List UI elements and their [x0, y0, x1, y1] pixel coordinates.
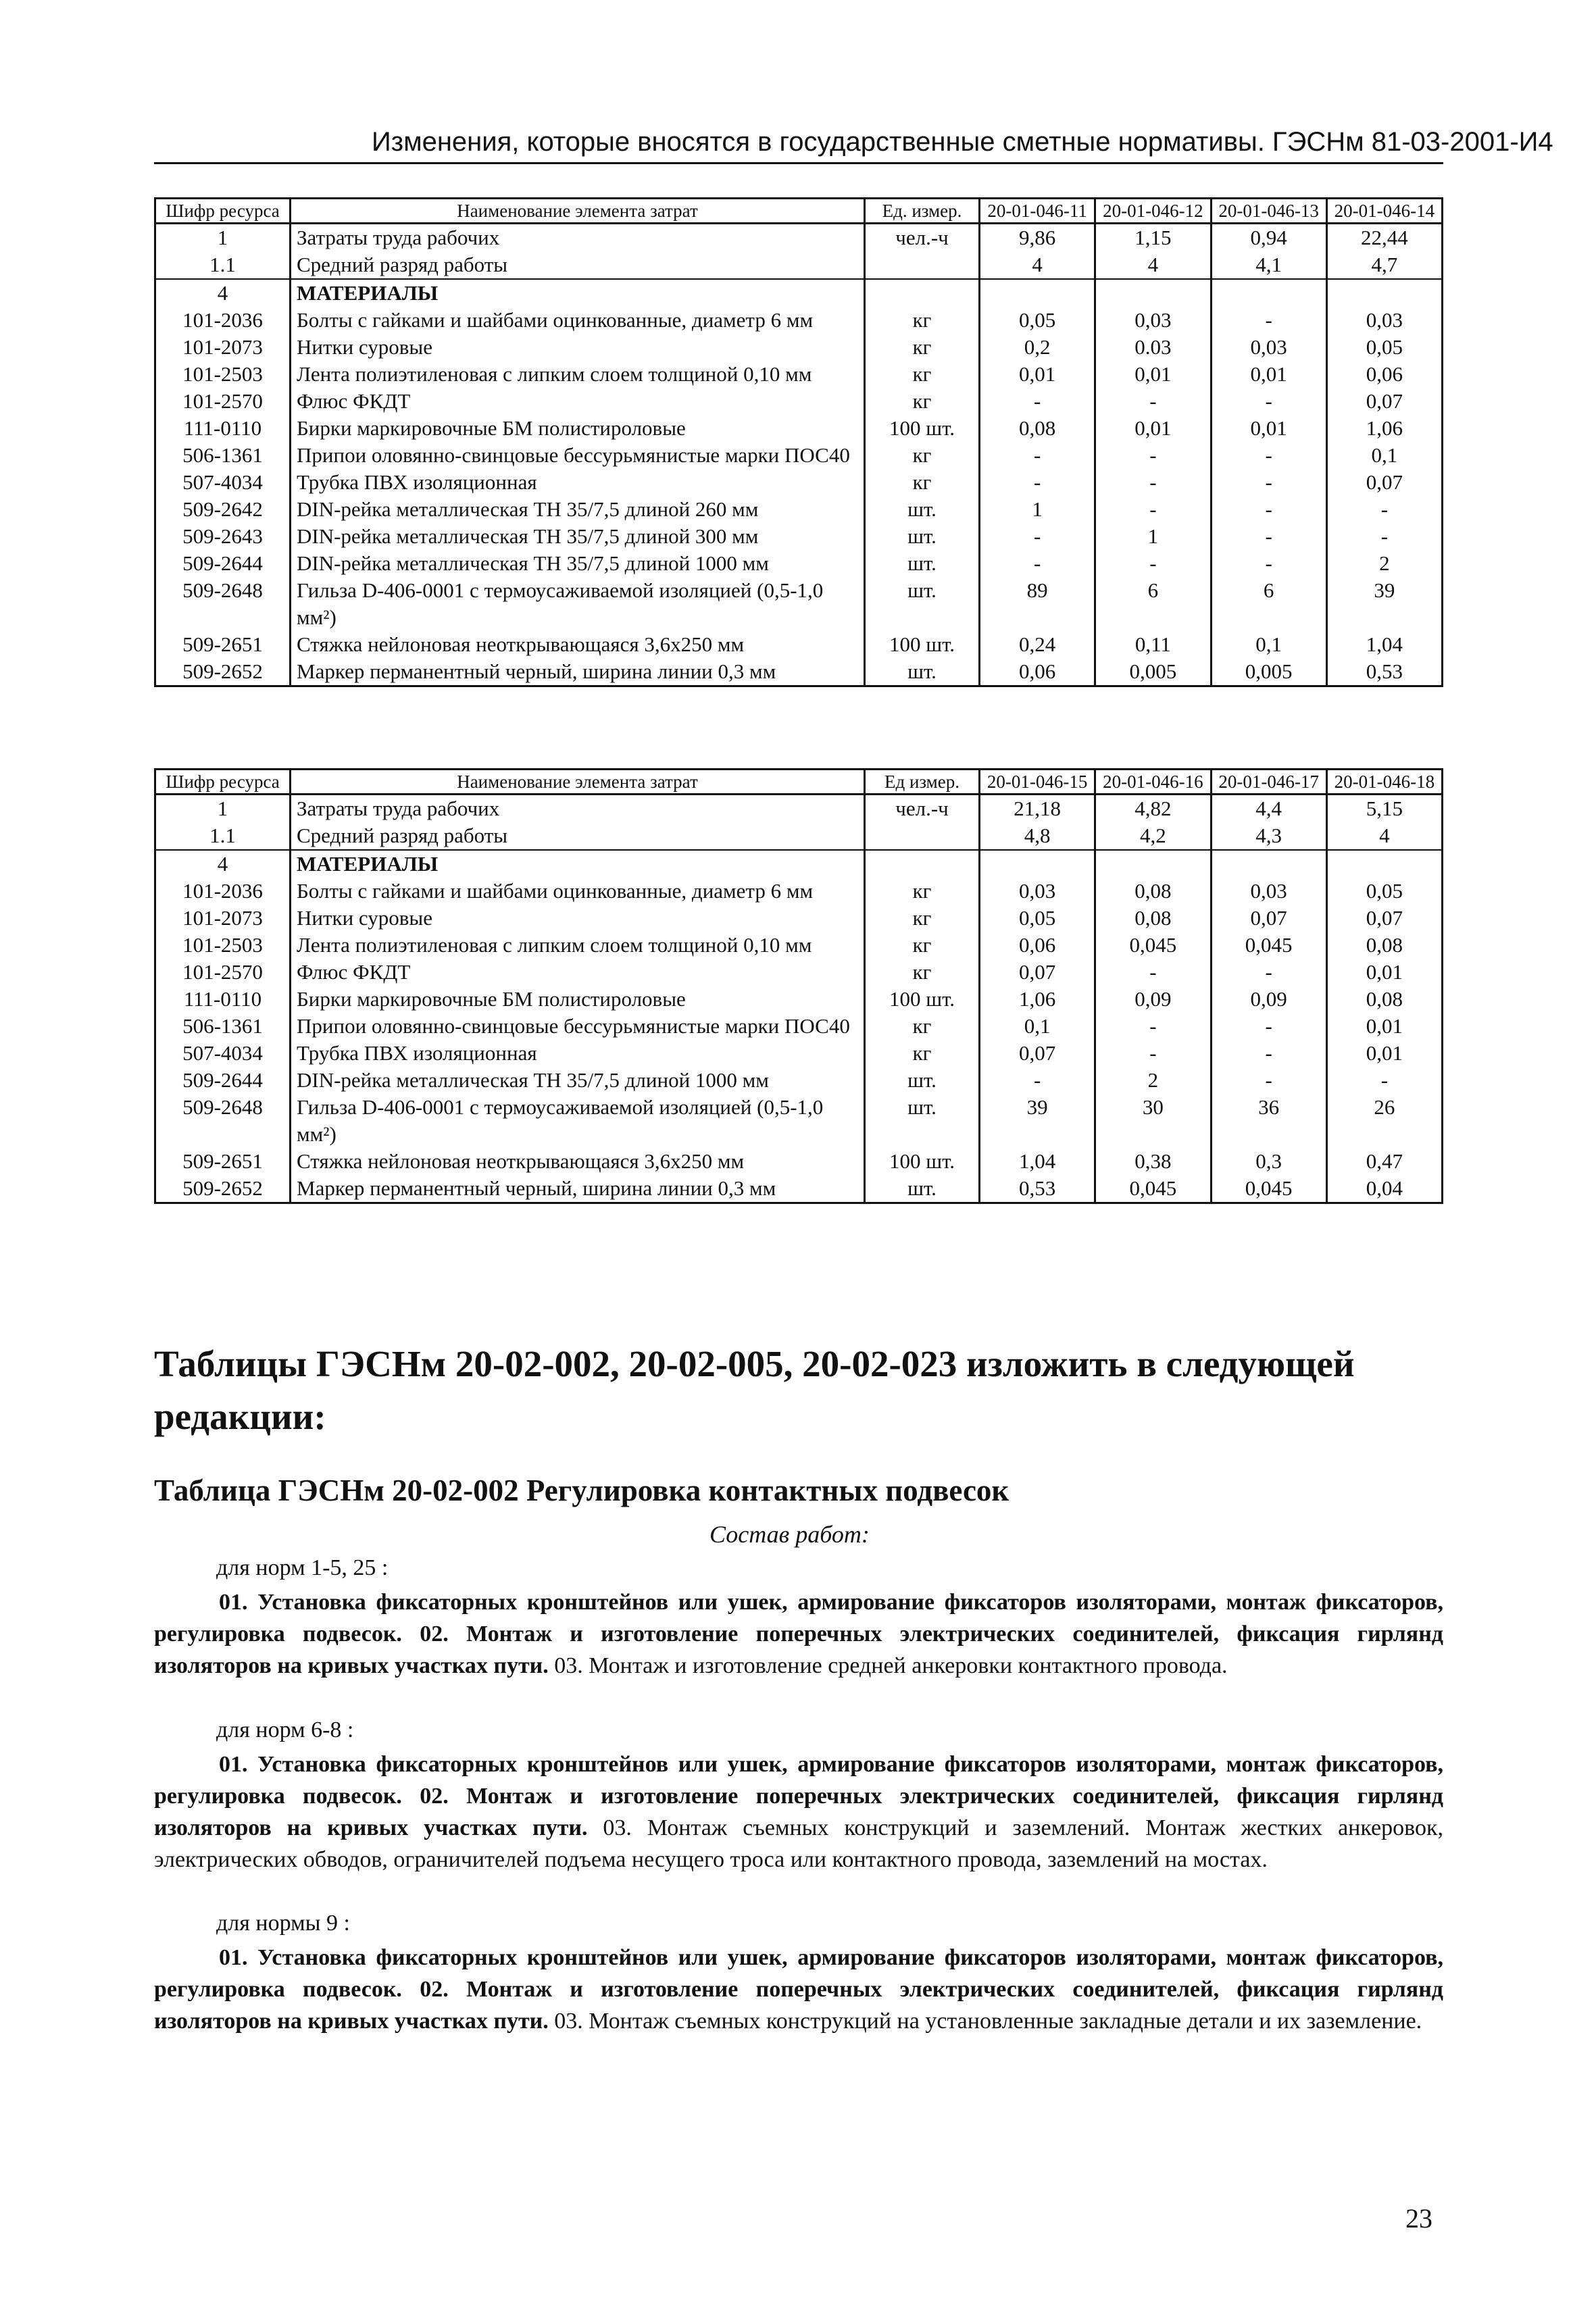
col-header: 20-01-046-12 — [1095, 199, 1211, 224]
value-cell: 0,3 — [1211, 1148, 1326, 1175]
value-cell: 0,09 — [1211, 986, 1326, 1013]
value-cell: 0,1 — [1211, 631, 1326, 658]
value-cell: 1,06 — [1326, 415, 1442, 442]
cost-element-cell: Бирки маркировочные БМ полистироловые — [291, 415, 865, 442]
value-cell — [1211, 279, 1326, 307]
resource-code-cell: 101-2036 — [155, 307, 291, 334]
resource-code-cell: 111-0110 — [155, 415, 291, 442]
value-cell: 21,18 — [980, 795, 1095, 823]
norm-paragraph — [154, 1942, 1443, 2037]
unit-cell: 100 шт. — [865, 631, 980, 658]
value-cell: 36 — [1211, 1094, 1326, 1148]
table-row — [155, 932, 1443, 959]
value-cell: 0,07 — [1326, 469, 1442, 496]
table-row — [155, 496, 1443, 523]
value-cell: 0,06 — [980, 932, 1095, 959]
value-cell: 0,1 — [980, 1013, 1095, 1040]
cost-element-cell: Лента полиэтиленовая с липким слоем толщиной 0,10 мм — [291, 932, 865, 959]
value-cell: - — [1095, 959, 1211, 986]
value-cell: 0,045 — [1095, 1175, 1211, 1203]
value-cell: 0,03 — [1211, 334, 1326, 361]
value-cell: 0,07 — [1211, 905, 1326, 932]
table-row — [155, 1148, 1443, 1175]
value-cell: 0,05 — [1326, 334, 1442, 361]
unit-cell: кг — [865, 932, 980, 959]
table-row — [155, 334, 1443, 361]
norm-text: 03. Монтаж съемных конструкций на установленные закладные детали и их заземление. — [548, 2009, 1422, 2034]
value-cell: 0,01 — [980, 361, 1095, 388]
value-cell: 0,05 — [1326, 878, 1442, 905]
unit-cell: шт. — [865, 1175, 980, 1203]
value-cell: 0,01 — [1211, 415, 1326, 442]
table-row — [155, 415, 1443, 442]
value-cell: 0,38 — [1095, 1148, 1211, 1175]
value-cell: 0,1 — [1326, 442, 1442, 469]
value-cell — [1095, 279, 1211, 307]
resource-code-cell: 1 — [155, 795, 291, 823]
unit-cell — [865, 279, 980, 307]
value-cell: 4,82 — [1095, 795, 1211, 823]
value-cell: 1,15 — [1095, 224, 1211, 252]
norm-text: 03. Монтаж съемных конструкций и заземлений. Монтаж жестких анкеровок, электрических обводов, ограничителей подъема несущего троса или контактного провода, заземлений на мостах. — [154, 1815, 1443, 1872]
value-cell: 0,07 — [980, 959, 1095, 986]
value-cell: 0,005 — [1095, 658, 1211, 686]
table-row — [155, 795, 1443, 823]
table-row — [155, 905, 1443, 932]
value-cell — [1095, 850, 1211, 878]
value-cell: 4 — [1326, 822, 1442, 850]
value-cell: - — [980, 469, 1095, 496]
value-cell: 0,045 — [1211, 1175, 1326, 1203]
resource-code-cell: 506-1361 — [155, 1013, 291, 1040]
unit-cell: 100 шт. — [865, 415, 980, 442]
unit-cell: шт. — [865, 523, 980, 550]
resource-code-cell: 101-2036 — [155, 878, 291, 905]
value-cell: - — [1326, 523, 1442, 550]
resource-code-cell: 1.1 — [155, 251, 291, 279]
value-cell: 39 — [980, 1094, 1095, 1148]
table-header-row — [155, 770, 1443, 795]
unit-cell: шт. — [865, 496, 980, 523]
col-header: 20-01-046-13 — [1211, 199, 1326, 224]
value-cell: - — [1211, 388, 1326, 415]
resource-code-cell: 111-0110 — [155, 986, 291, 1013]
value-cell: - — [1211, 523, 1326, 550]
value-cell: - — [1095, 550, 1211, 577]
value-cell: 0,01 — [1326, 1040, 1442, 1067]
unit-cell: кг — [865, 959, 980, 986]
table-row — [155, 1013, 1443, 1040]
value-cell: 30 — [1095, 1094, 1211, 1148]
resource-code-cell: 4 — [155, 279, 291, 307]
value-cell: 5,15 — [1326, 795, 1442, 823]
value-cell: 0,03 — [1095, 307, 1211, 334]
cost-element-cell: Трубка ПВХ изоляционная — [291, 1040, 865, 1067]
value-cell: - — [1095, 469, 1211, 496]
resource-code-cell: 509-2644 — [155, 1067, 291, 1094]
value-cell: - — [1211, 469, 1326, 496]
resource-code-cell: 509-2648 — [155, 1094, 291, 1148]
unit-cell: шт. — [865, 577, 980, 631]
table-body — [155, 795, 1443, 1203]
unit-cell: кг — [865, 469, 980, 496]
col-header: Наименование элемента затрат — [291, 199, 865, 224]
unit-cell: 100 шт. — [865, 1148, 980, 1175]
value-cell: - — [1211, 550, 1326, 577]
table-body — [155, 224, 1443, 686]
table-row — [155, 878, 1443, 905]
resource-code-cell: 509-2651 — [155, 631, 291, 658]
value-cell: 0,045 — [1211, 932, 1326, 959]
cost-element-cell: Маркер перманентный черный, ширина линии 0,3 мм — [291, 658, 865, 686]
value-cell: 1 — [980, 496, 1095, 523]
value-cell: 0,2 — [980, 334, 1095, 361]
norm-bold-text: 01. Установка фиксаторных кронштейнов или ушек, армирование фиксаторов изоляторами, монтаж фиксаторов, регулировка подвесок. 02. Монтаж и изготовление поперечных электрических соединителей, фиксация гирлянд изоляторов на кривых участках пути. — [154, 1945, 1443, 2034]
value-cell: - — [1095, 388, 1211, 415]
value-cell — [1326, 850, 1442, 878]
table-row — [155, 822, 1443, 850]
cost-element-cell: Болты с гайками и шайбами оцинкованные, диаметр 6 мм — [291, 307, 865, 334]
value-cell: 1,06 — [980, 986, 1095, 1013]
value-cell: 0,05 — [980, 905, 1095, 932]
cost-element-cell: Маркер перманентный черный, ширина линии 0,3 мм — [291, 1175, 865, 1203]
value-cell: - — [1211, 1040, 1326, 1067]
composition-label: Состав работ: — [709, 1521, 870, 1548]
resource-table-2 — [154, 768, 1443, 1204]
table-row — [155, 1094, 1443, 1148]
table-row — [155, 959, 1443, 986]
cost-element-cell: Трубка ПВХ изоляционная — [291, 469, 865, 496]
cost-element-cell: DIN-рейка металлическая ТН 35/7,5 длиной 260 мм — [291, 496, 865, 523]
value-cell: 0,01 — [1095, 361, 1211, 388]
cost-element-cell: Затраты труда рабочих — [291, 224, 865, 252]
unit-cell: 100 шт. — [865, 986, 980, 1013]
norm-text: 03. Монтаж и изготовление средней анкеровки контактного провода. — [548, 1653, 1228, 1678]
unit-cell: шт. — [865, 1094, 980, 1148]
cost-element-cell: Припои оловянно-свинцовые бессурьмянистые марки ПОС40 — [291, 442, 865, 469]
value-cell: 0,005 — [1211, 658, 1326, 686]
table-row — [155, 1040, 1443, 1067]
cost-element-cell: Средний разряд работы — [291, 251, 865, 279]
table-title: Таблица ГЭСНм 20-02-002 Регулировка контактных подвесок — [154, 1474, 1009, 1507]
unit-cell: кг — [865, 388, 980, 415]
value-cell: 0,01 — [1211, 361, 1326, 388]
col-header: Шифр ресурса — [155, 770, 291, 795]
resource-code-cell: 506-1361 — [155, 442, 291, 469]
resource-code-cell: 1.1 — [155, 822, 291, 850]
value-cell: 1 — [1095, 523, 1211, 550]
unit-cell — [865, 850, 980, 878]
col-header: 20-01-046-15 — [980, 770, 1095, 795]
resource-code-cell: 101-2570 — [155, 959, 291, 986]
value-cell — [980, 279, 1095, 307]
norm-label: для нормы 9 : — [216, 1911, 350, 1936]
unit-cell: шт. — [865, 1067, 980, 1094]
value-cell: 89 — [980, 577, 1095, 631]
value-cell: - — [1211, 442, 1326, 469]
resource-code-cell: 509-2651 — [155, 1148, 291, 1175]
value-cell: - — [1211, 1013, 1326, 1040]
unit-cell: чел.-ч — [865, 795, 980, 823]
value-cell: 4,2 — [1095, 822, 1211, 850]
resource-code-cell: 4 — [155, 850, 291, 878]
unit-cell: шт. — [865, 550, 980, 577]
cost-element-cell: Флюс ФКДТ — [291, 959, 865, 986]
resource-code-cell: 101-2503 — [155, 932, 291, 959]
value-cell: 2 — [1095, 1067, 1211, 1094]
norm-bold-text: 01. Установка фиксаторных кронштейнов или ушек, армирование фиксаторов изоляторами, монтаж фиксаторов, регулировка подвесок. 02. Монтаж и изготовление поперечных электрических соединителей, фиксация гирлянд изоляторов на кривых участках пути. — [154, 1752, 1443, 1840]
value-cell: - — [980, 523, 1095, 550]
value-cell: 0,07 — [980, 1040, 1095, 1067]
table-row — [155, 523, 1443, 550]
value-cell: - — [1326, 1067, 1442, 1094]
table-row — [155, 577, 1443, 631]
unit-cell: кг — [865, 442, 980, 469]
value-cell: 0,06 — [980, 658, 1095, 686]
col-header: 20-01-046-14 — [1326, 199, 1442, 224]
value-cell: 0,53 — [1326, 658, 1442, 686]
resource-code-cell: 101-2073 — [155, 334, 291, 361]
resource-code-cell: 1 — [155, 224, 291, 252]
col-header: Ед измер. — [865, 770, 980, 795]
value-cell: 0,03 — [1326, 307, 1442, 334]
value-cell: 0,53 — [980, 1175, 1095, 1203]
resource-code-cell: 101-2503 — [155, 361, 291, 388]
value-cell: 0,08 — [1326, 932, 1442, 959]
value-cell: - — [1095, 1040, 1211, 1067]
page-number: 23 — [1405, 2203, 1432, 2234]
resource-table-1 — [154, 197, 1443, 687]
value-cell: 4,3 — [1211, 822, 1326, 850]
norm-paragraph — [154, 1586, 1443, 1682]
value-cell: 0,07 — [1326, 388, 1442, 415]
value-cell: 0,01 — [1095, 415, 1211, 442]
page-header: Изменения, которые вносятся в государственные сметные нормативы. ГЭСНм 81-03-2001-И4 — [372, 127, 1553, 157]
value-cell: 4 — [1095, 251, 1211, 279]
cost-element-cell: Затраты труда рабочих — [291, 795, 865, 823]
resource-code-cell: 507-4034 — [155, 469, 291, 496]
table-row — [155, 307, 1443, 334]
value-cell: 0,08 — [980, 415, 1095, 442]
value-cell: 0,07 — [1326, 905, 1442, 932]
col-header: 20-01-046-17 — [1211, 770, 1326, 795]
table-row — [155, 388, 1443, 415]
header-rule — [154, 162, 1443, 164]
value-cell: 0,045 — [1095, 932, 1211, 959]
value-cell: 0,03 — [1211, 878, 1326, 905]
value-cell: - — [1095, 496, 1211, 523]
unit-cell — [865, 822, 980, 850]
value-cell: 0,08 — [1095, 878, 1211, 905]
resource-code-cell: 509-2652 — [155, 1175, 291, 1203]
norm-label: для норм 6-8 : — [216, 1717, 354, 1742]
value-cell: 0,08 — [1095, 905, 1211, 932]
cost-element-cell: Гильза D-406-0001 с термоусаживаемой изоляцией (0,5-1,0 мм²) — [291, 577, 865, 631]
value-cell: 2 — [1326, 550, 1442, 577]
value-cell: - — [1211, 959, 1326, 986]
cost-element-cell: DIN-рейка металлическая ТН 35/7,5 длиной 1000 мм — [291, 550, 865, 577]
value-cell: - — [980, 1067, 1095, 1094]
table-row — [155, 251, 1443, 279]
cost-element-cell: Припои оловянно-свинцовые бессурьмянистые марки ПОС40 — [291, 1013, 865, 1040]
table-row — [155, 442, 1443, 469]
value-cell: 4,8 — [980, 822, 1095, 850]
table-row — [155, 1175, 1443, 1203]
value-cell: 0,04 — [1326, 1175, 1442, 1203]
cost-element-cell: Нитки суровые — [291, 334, 865, 361]
table-row — [155, 1067, 1443, 1094]
resource-code-cell: 101-2073 — [155, 905, 291, 932]
value-cell — [1326, 279, 1442, 307]
value-cell: 22,44 — [1326, 224, 1442, 252]
norm-paragraph — [154, 1749, 1443, 1876]
value-cell — [1211, 850, 1326, 878]
value-cell: 4,1 — [1211, 251, 1326, 279]
value-cell: 0,09 — [1095, 986, 1211, 1013]
value-cell: 0,08 — [1326, 986, 1442, 1013]
resource-code-cell: 509-2644 — [155, 550, 291, 577]
value-cell: 26 — [1326, 1094, 1442, 1148]
unit-cell: кг — [865, 1013, 980, 1040]
table-row — [155, 224, 1443, 252]
table-row — [155, 986, 1443, 1013]
value-cell: 0,24 — [980, 631, 1095, 658]
unit-cell: чел.-ч — [865, 224, 980, 252]
cost-element-cell: DIN-рейка металлическая ТН 35/7,5 длиной 300 мм — [291, 523, 865, 550]
value-cell: - — [1095, 1013, 1211, 1040]
value-cell: 1,04 — [1326, 631, 1442, 658]
value-cell: 0,05 — [980, 307, 1095, 334]
value-cell: - — [1211, 1067, 1326, 1094]
unit-cell: кг — [865, 878, 980, 905]
col-header: Наименование элемента затрат — [291, 770, 865, 795]
value-cell: 4 — [980, 251, 1095, 279]
unit-cell — [865, 251, 980, 279]
col-header: Шифр ресурса — [155, 199, 291, 224]
value-cell: 6 — [1095, 577, 1211, 631]
unit-cell: кг — [865, 361, 980, 388]
unit-cell: кг — [865, 1040, 980, 1067]
cost-element-cell: DIN-рейка металлическая ТН 35/7,5 длиной 1000 мм — [291, 1067, 865, 1094]
col-header: 20-01-046-11 — [980, 199, 1095, 224]
value-cell: 0.03 — [1095, 334, 1211, 361]
value-cell: 0,06 — [1326, 361, 1442, 388]
col-header: Ед. измер. — [865, 199, 980, 224]
value-cell: - — [1095, 442, 1211, 469]
table-header-row — [155, 199, 1443, 224]
cost-element-cell: МАТЕРИАЛЫ — [291, 279, 865, 307]
resource-code-cell: 509-2643 — [155, 523, 291, 550]
value-cell: - — [980, 442, 1095, 469]
table-row — [155, 631, 1443, 658]
value-cell: 6 — [1211, 577, 1326, 631]
unit-cell: кг — [865, 905, 980, 932]
value-cell: 0,11 — [1095, 631, 1211, 658]
unit-cell: кг — [865, 334, 980, 361]
cost-element-cell: Средний разряд работы — [291, 822, 865, 850]
value-cell: 9,86 — [980, 224, 1095, 252]
table-row — [155, 550, 1443, 577]
unit-cell: кг — [865, 307, 980, 334]
table-row — [155, 658, 1443, 686]
cost-element-cell: МАТЕРИАЛЫ — [291, 850, 865, 878]
cost-element-cell: Лента полиэтиленовая с липким слоем толщиной 0,10 мм — [291, 361, 865, 388]
cost-element-cell: Стяжка нейлоновая неоткрывающаяся 3,6x250 мм — [291, 1148, 865, 1175]
cost-element-cell: Нитки суровые — [291, 905, 865, 932]
norm-label: для норм 1-5, 25 : — [216, 1555, 389, 1580]
value-cell: 0,01 — [1326, 1013, 1442, 1040]
table-row — [155, 850, 1443, 878]
resource-code-cell: 509-2652 — [155, 658, 291, 686]
table-row — [155, 279, 1443, 307]
value-cell: 0,94 — [1211, 224, 1326, 252]
value-cell: 1,04 — [980, 1148, 1095, 1175]
value-cell: 0,03 — [980, 878, 1095, 905]
value-cell: - — [1211, 496, 1326, 523]
cost-element-cell: Бирки маркировочные БМ полистироловые — [291, 986, 865, 1013]
value-cell: - — [1326, 496, 1442, 523]
cost-element-cell: Гильза D-406-0001 с термоусаживаемой изоляцией (0,5-1,0 мм²) — [291, 1094, 865, 1148]
value-cell: 0,01 — [1326, 959, 1442, 986]
value-cell: - — [980, 388, 1095, 415]
norm-bold-text: 01. Установка фиксаторных кронштейнов или ушек, армирование фиксаторов изоляторами, монтаж фиксаторов, регулировка подвесок. 02. Монтаж и изготовление поперечных электрических соединителей, фиксация гирлянд изоляторов на кривых участках пути. — [154, 1590, 1443, 1678]
value-cell: 0,47 — [1326, 1148, 1442, 1175]
resource-code-cell: 101-2570 — [155, 388, 291, 415]
table-row — [155, 469, 1443, 496]
unit-cell: шт. — [865, 658, 980, 686]
table-row — [155, 361, 1443, 388]
resource-code-cell: 509-2648 — [155, 577, 291, 631]
cost-element-cell: Болты с гайками и шайбами оцинкованные, диаметр 6 мм — [291, 878, 865, 905]
section-heading: Таблицы ГЭСНм 20-02-002, 20-02-005, 20-02-023 изложить в следующей редакции: — [154, 1343, 1355, 1437]
col-header: 20-01-046-18 — [1326, 770, 1442, 795]
cost-element-cell: Флюс ФКДТ — [291, 388, 865, 415]
col-header: 20-01-046-16 — [1095, 770, 1211, 795]
value-cell: 4,7 — [1326, 251, 1442, 279]
value-cell: - — [980, 550, 1095, 577]
resource-code-cell: 509-2642 — [155, 496, 291, 523]
value-cell: - — [1211, 307, 1326, 334]
value-cell — [980, 850, 1095, 878]
resource-code-cell: 507-4034 — [155, 1040, 291, 1067]
cost-element-cell: Стяжка нейлоновая неоткрывающаяся 3,6x250 мм — [291, 631, 865, 658]
value-cell: 39 — [1326, 577, 1442, 631]
value-cell: 4,4 — [1211, 795, 1326, 823]
